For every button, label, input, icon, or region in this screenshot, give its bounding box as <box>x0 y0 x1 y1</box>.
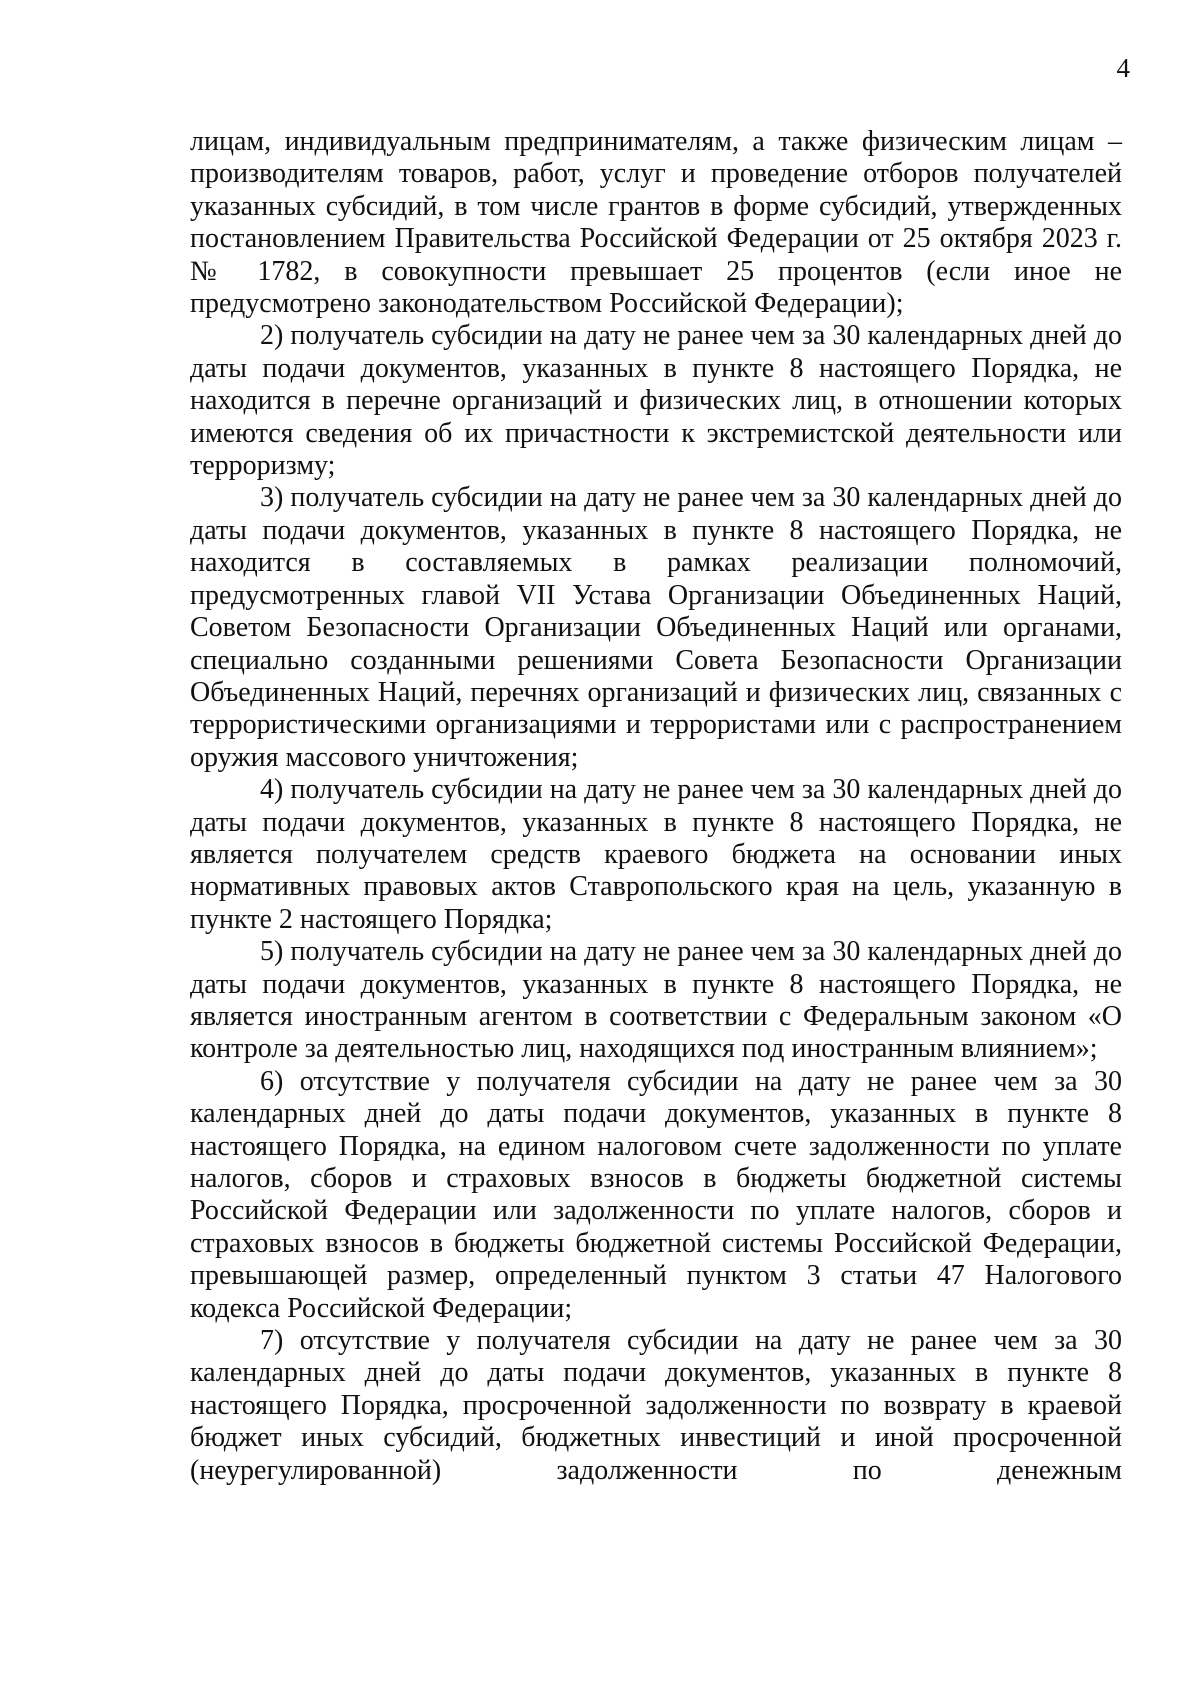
paragraph-p0: лицам, индивидуальным предпринимателям, а также физическим лицам – производителям товаров, работ, услуг и проведение отборов получателей указанных субсидий, в том числе грантов в форме субсидий, утвержденных постановлением Правительства Российской Федерации от 25 октября 2023 г. № 1782, в совокупности превышает 25 процентов (если иное не предусмотрено законодательством Российской Федерации); <box>190 126 1122 320</box>
paragraph-p5: 6) отсутствие у получателя субсидии на дату не ранее чем за 30 календарных дней до даты подачи документов, указанных в пункте 8 настоящего Порядка, на едином налоговом счете задолженности по уплате налогов, сборов и страховых взносов в бюджеты бюджетной системы Российской Федерации или задолженности по уплате налогов, сборов и страховых взносов в бюджеты бюджетной системы Российской Федерации, превышающей размер, определенный пунктом 3 статьи 47 Налогового кодекса Российской Федерации; <box>190 1065 1122 1324</box>
paragraph-p4: 5) получатель субсидии на дату не ранее чем за 30 календарных дней до даты подачи документов, указанных в пункте 8 настоящего Порядка, не является иностранным агентом в соответствии с Федеральным законом «О контроле за деятельностью лиц, находящихся под иностранным влиянием»; <box>190 936 1122 1065</box>
paragraph-p6: 7) отсутствие у получателя субсидии на дату не ранее чем за 30 календарных дней до даты подачи документов, указанных в пункте 8 настоящего Порядка, просроченной задолженности по возврату в краевой бюджет иных субсидий, бюджетных инвестиций и иной просроченной (неурегулированной) задолженности по денежным <box>190 1325 1122 1486</box>
page-number: 4 <box>1116 53 1130 83</box>
paragraph-p2: 3) получатель субсидии на дату не ранее чем за 30 календарных дней до даты подачи документов, указанных в пункте 8 настоящего Порядка, не находится в составляемых в рамках реализации полномочий, предусмотренных главой VII Устава Организации Объединенных Наций, Советом Безопасности Организации Объединенных Наций или органами, специально созданными решениями Совета Безопасности Организации Объединенных Наций, перечнях организаций и физических лиц, связанных с террористическими организациями и террористами или с распространением оружия массового уничтожения; <box>190 482 1122 773</box>
paragraph-p1: 2) получатель субсидии на дату не ранее чем за 30 календарных дней до даты подачи документов, указанных в пункте 8 настоящего Порядка, не находится в перечне организаций и физических лиц, в отношении которых имеются сведения об их причастности к экстремистской деятельности или терроризму; <box>190 320 1122 482</box>
paragraph-p3: 4) получатель субсидии на дату не ранее чем за 30 календарных дней до даты подачи документов, указанных в пункте 8 настоящего Порядка, не является получателем средств краевого бюджета на основании иных нормативных правовых актов Ставропольского края на цель, указанную в пункте 2 настоящего Порядка; <box>190 774 1122 935</box>
document-body <box>190 126 1122 1487</box>
